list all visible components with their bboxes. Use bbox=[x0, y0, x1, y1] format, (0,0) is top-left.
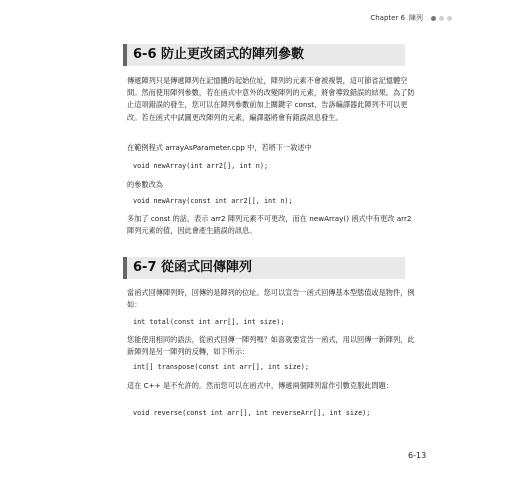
section-6-7-code-3: void reverse(const int arr[], int reverseArr[], int size); bbox=[133, 409, 371, 417]
section-6-6-code-1: void newArray(int arr2[], int n); bbox=[133, 162, 269, 170]
section-6-7-code-2: int[] transpose(const int arr[], int size); bbox=[133, 363, 309, 371]
section-6-6-code-2: void newArray(const int arr2[], int n); bbox=[133, 197, 293, 205]
section-6-7-paragraph-3: 這在 C++ 是不允許的。然而您可以在函式中，傳遞兩個陣列當作引數克服此問題： bbox=[127, 381, 394, 390]
section-6-6-title: 6-6 防止更改函式的陣列參數 bbox=[123, 44, 405, 66]
chapter-title: 陣列 bbox=[409, 14, 423, 22]
section-6-6-paragraph-2: 在範例程式 arrayAsParameter.cpp 中，若將下一敘述中 bbox=[127, 143, 312, 152]
section-6-7-paragraph-2: 您能使用相同的語法，從函式回傳一陣列嗎？如喜就要宣告一函式，用以回傳一新陣列，此新陣列是另一陣列的反轉，如下所示： bbox=[127, 335, 415, 357]
section-6-6-paragraph-4: 多加了 const 的話，表示 arr2 陣列元素不可更改，而在 newArray() 函式中有更改 arr2 陣列元素的值，因此會產生錯誤的訊息。 bbox=[127, 214, 412, 236]
section-6-6-paragraph-3: 的參數改為 bbox=[127, 180, 163, 189]
section-6-7-paragraph-1: 當函式回傳陣列時，回傳的是陣列的位址。您可以宣告一函式回傳基本型態值或是物件，例如： bbox=[127, 288, 415, 310]
dot-icon bbox=[447, 16, 452, 21]
chapter-label: Chapter 6 bbox=[370, 14, 405, 22]
section-6-7-code-1: int total(const int arr[], int size); bbox=[133, 318, 285, 326]
section-6-6-paragraph-1: 傳遞陣列只是傳遞陣列在記憶體的起始位址，陣列的元素不會被複製，這可節省記憶體空間。然而使用陣列參數，若在函式中意外的改變陣列的元素，將會導致錯誤的結果。為了防止這項錯誤的發生，您可以在陣列參數前加上關鍵字 const，告訴編譯器此陣列不可以更改。若在函式中試圖更改陣列的元素，編譯器將會有錯誤訊息發生。 bbox=[127, 76, 415, 122]
dot-icon bbox=[431, 16, 436, 21]
section-6-7-title: 6-7 從函式回傳陣列 bbox=[123, 257, 405, 279]
chapter-header bbox=[370, 13, 452, 23]
dot-icon bbox=[439, 16, 444, 21]
page-number: 6-13 bbox=[408, 451, 427, 460]
chapter-dots-decoration bbox=[431, 16, 452, 21]
